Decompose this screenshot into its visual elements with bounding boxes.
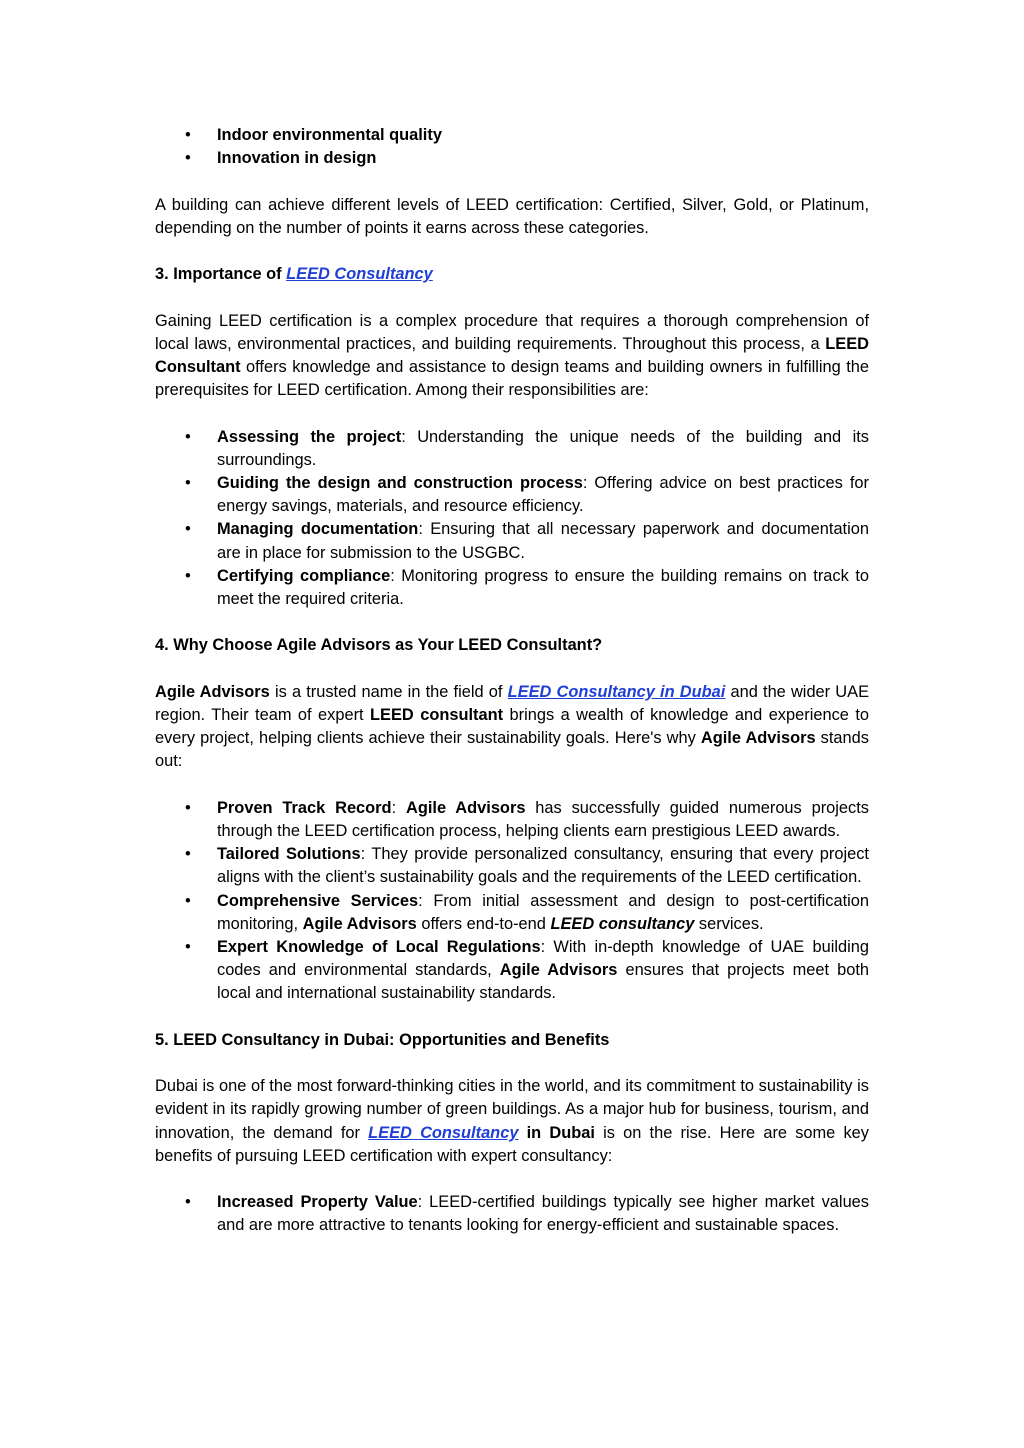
bullet-icon: • — [185, 938, 191, 956]
benefits-list — [155, 1191, 869, 1237]
levels-paragraph: A building can achieve different levels of LEED certification: Certified, Silver, Gold, or Platinum, depending on the number of points it earns across these categories. — [155, 195, 869, 237]
section-5-heading: 5. LEED Consultancy in Dubai: Opportunities and Benefits — [155, 1030, 610, 1049]
list-item: • Comprehensive Services: From initial assessment and design to post-certification monitoring, Agile Advisors offers end-to-end LEED consultancy services. — [185, 891, 869, 933]
document-page — [155, 124, 869, 1261]
list-item: • Expert Knowledge of Local Regulations: With in-depth knowledge of UAE building codes and environmental standards, Agile Advisors ensures that projects meet both local and international sustainability standards. — [185, 938, 869, 1003]
bullet-icon: • — [185, 520, 191, 539]
leed-consultancy-dubai-link[interactable]: LEED Consultancy in Dubai — [507, 682, 726, 701]
bullet-icon: • — [185, 1193, 191, 1212]
list-item: • Proven Track Record: Agile Advisors has successfully guided numerous projects through the LEED certification process, helping clients earn prestigious LEED awards. — [185, 798, 869, 840]
bullet-icon: • — [185, 149, 191, 168]
section-4-paragraph: Agile Advisors is a trusted name in the field of LEED Consultancy in Dubai and the wider UAE region. Their team of expert LEED consultant brings a wealth of knowledge and experience to every project, helping clients achieve their sustainability goals. Here's why Agile Advisors stands out: — [155, 682, 870, 771]
list-item: • Guiding the design and construction process: Offering advice on best practices for energy savings, materials, and resource efficiency. — [185, 473, 869, 516]
categories-list — [155, 124, 869, 170]
list-item: • Certifying compliance: Monitoring progress to ensure the building remains on track to meet the required criteria. — [185, 566, 869, 608]
list-item: • Tailored Solutions: They provide personalized consultancy, ensuring that every project aligns with the client’s sustainability goals and the requirements of the LEED certification. — [185, 845, 869, 887]
bullet-icon: • — [185, 427, 191, 446]
bullet-icon: • — [185, 891, 191, 910]
list-item: • Innovation in design — [217, 147, 869, 170]
bullet-icon: • — [185, 566, 191, 585]
leed-consultancy-link-2[interactable]: LEED Consultancy — [368, 1123, 519, 1142]
leed-consultancy-link[interactable]: LEED Consultancy — [286, 265, 433, 284]
responsibilities-list — [155, 426, 869, 612]
section-5-paragraph: Dubai is one of the most forward-thinking cities in the world, and its commitment to sustainability is evident in its rapidly growing number of green buildings. As a major hub for business, tourism, and innovation, the demand for LEED Consultancy in Dubai is on the rise. Here are some key benefits of pursuing LEED certification with expert consultancy: — [155, 1077, 869, 1165]
list-item: • Assessing the project: Understanding the unique needs of the building and its surroundings. — [185, 427, 869, 469]
section-3-paragraph: Gaining LEED certification is a complex procedure that requires a thorough comprehension of local laws, environmental practices, and building requirements. Throughout this process, a LEED Consultant offers knowledge and assistance to design teams and building owners in fulfilling the prerequisites for LEED certification. Among their responsibilities are: — [155, 311, 869, 400]
bullet-icon: • — [185, 798, 191, 817]
bullet-icon: • — [185, 126, 191, 144]
list-item: • Indoor environmental quality — [217, 124, 869, 147]
section-4-heading: 4. Why Choose Agile Advisors as Your LEED Consultant? — [155, 636, 603, 655]
bullet-icon: • — [185, 845, 191, 864]
list-item: • Managing documentation: Ensuring that all necessary paperwork and documentation are in place for submission to the USGBC. — [185, 520, 869, 562]
reasons-list — [155, 797, 869, 1006]
list-item: • Increased Property Value: LEED-certified buildings typically see higher market values and are more attractive to tenants looking for energy-efficient and sustainable spaces. — [185, 1193, 869, 1235]
bullet-icon: • — [185, 473, 191, 492]
section-3-heading: 3. Importance of LEED Consultancy — [155, 265, 433, 284]
